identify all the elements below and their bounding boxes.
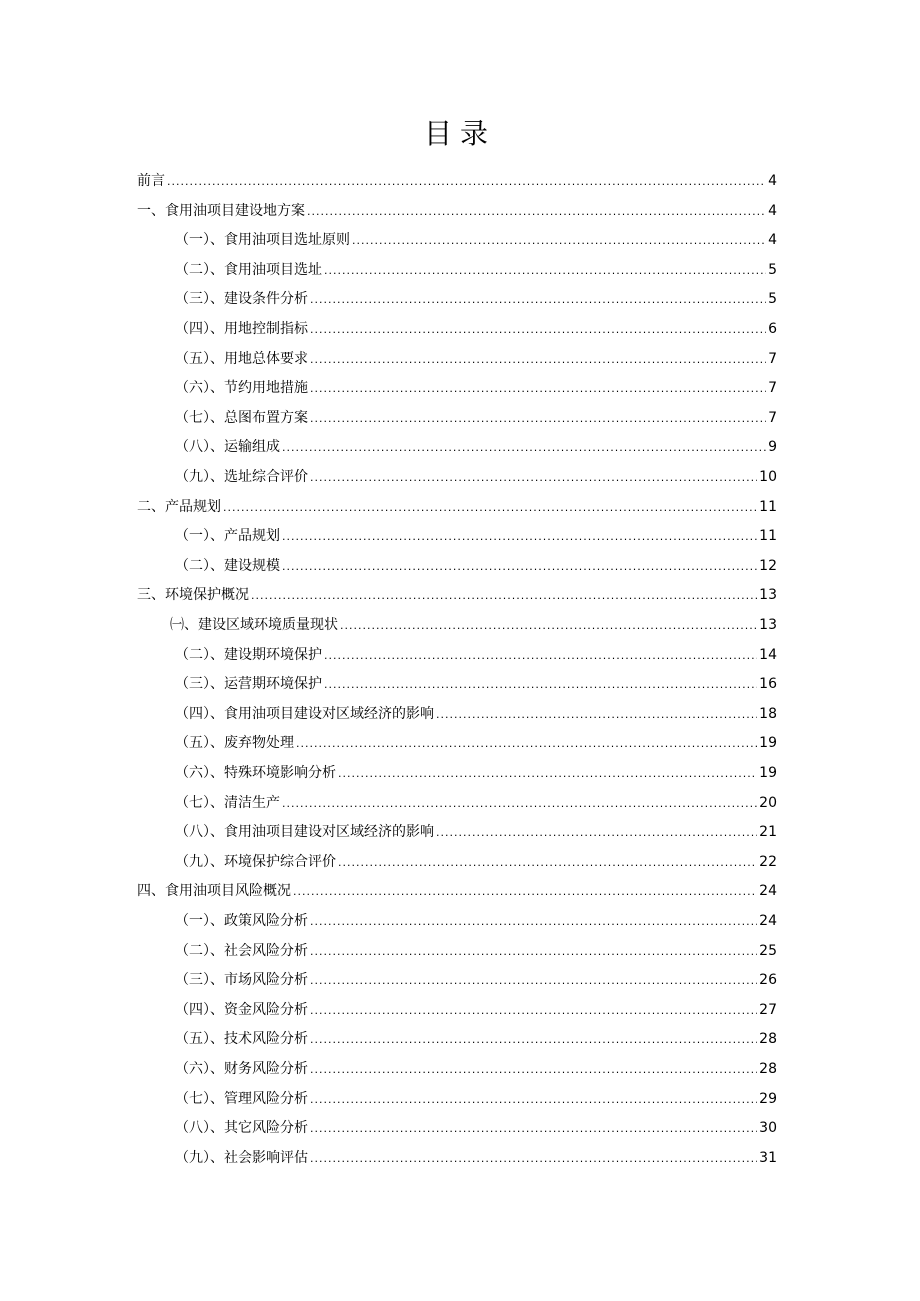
- toc-entry[interactable]: [175, 404, 777, 428]
- toc-leader-dots: [436, 824, 757, 842]
- toc-entry[interactable]: [175, 818, 777, 842]
- toc-leader-dots: [282, 439, 766, 457]
- toc-leader-dots: [293, 883, 757, 901]
- toc-entry-page-number: 14: [759, 646, 777, 663]
- toc-entry-page-number: 7: [768, 380, 777, 397]
- toc-leader-dots: [338, 765, 757, 783]
- toc-entry-label: （八）、食用油项目建设对区域经济的影响: [175, 824, 434, 841]
- toc-entry-label: （二）、社会风险分析: [175, 942, 308, 959]
- toc-entry[interactable]: [175, 433, 777, 457]
- toc-leader-dots: [310, 469, 757, 487]
- toc-entry-label: 二、产品规划: [137, 498, 221, 515]
- toc-leader-dots: [282, 558, 757, 576]
- toc-entry[interactable]: [175, 345, 777, 369]
- toc-entry-label: （五）、废弃物处理: [175, 735, 294, 752]
- toc-leader-dots: [352, 232, 766, 250]
- toc-leader-dots: [282, 528, 757, 546]
- toc-entry-label: （九）、社会影响评估: [175, 1149, 308, 1166]
- toc-entry-page-number: 5: [768, 291, 777, 308]
- toc-entry-page-number: 5: [768, 261, 777, 278]
- toc-entry-page-number: 6: [768, 321, 777, 337]
- toc-entry-label: （七）、管理风险分析: [175, 1090, 308, 1107]
- toc-entry-page-number: 12: [759, 557, 777, 574]
- toc-entry-page-number: 24: [759, 883, 777, 900]
- toc-leader-dots: [282, 795, 757, 813]
- toc-leader-dots: [310, 1150, 757, 1168]
- toc-entry-page-number: 7: [768, 350, 777, 367]
- toc-entry-label: （一）、产品规划: [175, 528, 280, 545]
- toc-entry-label: （六）、节约用地措施: [175, 380, 308, 397]
- toc-leader-dots: [310, 1091, 757, 1109]
- toc-entry-page-number: 13: [759, 617, 777, 633]
- toc-leader-dots: [310, 1120, 757, 1138]
- toc-entry-label: 三、环境保护概况: [137, 587, 249, 604]
- toc-leader-dots: [338, 854, 757, 872]
- toc-entry-page-number: 16: [759, 676, 777, 693]
- toc-entry-page-number: 9: [768, 439, 777, 456]
- toc-entry-page-number: 31: [759, 1149, 777, 1166]
- toc-entry[interactable]: [137, 493, 777, 517]
- toc-entry-page-number: 4: [768, 202, 777, 219]
- toc-entry-label: （六）、财务风险分析: [175, 1061, 308, 1077]
- toc-entry[interactable]: [175, 463, 777, 487]
- toc-entry-label: （七）、总图布置方案: [175, 409, 308, 426]
- toc-entry[interactable]: [175, 966, 777, 990]
- toc-entry-label: 四、食用油项目风险概况: [137, 883, 291, 900]
- toc-entry-page-number: 19: [759, 765, 777, 781]
- toc-entry-page-number: 25: [759, 942, 777, 959]
- toc-entry[interactable]: [175, 285, 777, 309]
- toc-entry-page-number: 20: [759, 794, 777, 811]
- toc-entry[interactable]: [175, 1025, 777, 1049]
- toc-entry[interactable]: [175, 1085, 777, 1109]
- toc-entry-page-number: 22: [759, 853, 777, 870]
- toc-leader-dots: [324, 676, 757, 694]
- toc-entry-page-number: 7: [768, 409, 777, 426]
- toc-leader-dots: [310, 1031, 757, 1049]
- toc-entry-page-number: 19: [759, 735, 777, 752]
- toc-entry-label: （八）、运输组成: [175, 439, 280, 456]
- toc-entry[interactable]: [175, 996, 777, 1020]
- toc-entry-page-number: 27: [759, 1001, 777, 1018]
- toc-leader-dots: [307, 203, 766, 221]
- toc-entry[interactable]: [175, 937, 777, 961]
- toc-leader-dots: [340, 617, 757, 635]
- toc-leader-dots: [324, 647, 757, 665]
- document-title: 目录: [423, 117, 496, 150]
- toc-entry-page-number: 18: [759, 705, 777, 722]
- toc-entry-page-number: 26: [759, 972, 777, 989]
- toc-entry[interactable]: [170, 611, 777, 635]
- toc-entry-label: （四）、食用油项目建设对区域经济的影响: [175, 705, 434, 722]
- toc-leader-dots: [310, 913, 757, 931]
- toc-entry-label: （九）、环境保护综合评价: [175, 853, 336, 870]
- toc-entry-label: （三）、运营期环境保护: [175, 676, 322, 693]
- toc-entry[interactable]: [175, 226, 777, 250]
- toc-entry[interactable]: [175, 1144, 777, 1168]
- toc-entry[interactable]: [175, 315, 777, 339]
- toc-entry[interactable]: [175, 1055, 777, 1079]
- toc-entry[interactable]: [175, 848, 777, 872]
- toc-leader-dots: [310, 410, 766, 428]
- toc-entry[interactable]: [175, 789, 777, 813]
- toc-leader-dots: [310, 943, 757, 961]
- toc-entry-page-number: 30: [759, 1120, 777, 1137]
- toc-entry[interactable]: [175, 522, 777, 546]
- toc-leader-dots: [310, 351, 766, 369]
- toc-leader-dots: [310, 380, 766, 398]
- toc-leader-dots: [223, 499, 757, 517]
- toc-entry-page-number: 4: [768, 173, 777, 189]
- toc-entry-label: （二）、食用油项目选址: [175, 261, 322, 278]
- toc-entry-label: （三）、市场风险分析: [175, 972, 308, 989]
- toc-entry[interactable]: [175, 1114, 777, 1138]
- toc-entry-label: （四）、用地控制指标: [175, 321, 308, 337]
- toc-entry[interactable]: [175, 256, 777, 280]
- toc-entry-page-number: 11: [759, 498, 777, 515]
- toc-entry-page-number: 28: [759, 1061, 777, 1077]
- toc-entry-page-number: 13: [759, 587, 777, 604]
- toc-entry-label: （一）、食用油项目选址原则: [175, 232, 350, 249]
- toc-entry-label: （八）、其它风险分析: [175, 1120, 308, 1137]
- toc-entry[interactable]: [137, 197, 777, 221]
- toc-entry[interactable]: [137, 581, 777, 605]
- toc-entry[interactable]: [175, 552, 777, 576]
- toc-entry-page-number: 4: [768, 232, 777, 249]
- toc-entry-label: （一）、政策风险分析: [175, 913, 308, 929]
- toc-entry-label: （二）、建设期环境保护: [175, 646, 322, 663]
- toc-entry-page-number: 21: [759, 824, 777, 841]
- toc-entry[interactable]: [175, 759, 777, 783]
- toc-entry-label: ㈠、建设区域环境质量现状: [170, 617, 338, 633]
- toc-entry-label: （五）、技术风险分析: [175, 1031, 308, 1048]
- toc-entry-label: 前言: [137, 173, 165, 189]
- toc-entry[interactable]: [175, 641, 777, 665]
- toc-entry[interactable]: [175, 729, 777, 753]
- toc-entry[interactable]: [175, 670, 777, 694]
- toc-entry[interactable]: [137, 167, 777, 191]
- toc-entry-label: （九）、选址综合评价: [175, 469, 308, 485]
- toc-leader-dots: [324, 262, 766, 280]
- toc-leader-dots: [310, 321, 766, 339]
- toc-entry-label: （六）、特殊环境影响分析: [175, 765, 336, 781]
- toc-entry-label: （二）、建设规模: [175, 557, 280, 574]
- toc-entry-label: （三）、建设条件分析: [175, 291, 308, 308]
- toc-entry-label: 一、食用油项目建设地方案: [137, 202, 305, 219]
- toc-leader-dots: [167, 173, 766, 191]
- toc-entry-page-number: 11: [759, 528, 777, 545]
- toc-leader-dots: [436, 706, 757, 724]
- toc-entry-label: （五）、用地总体要求: [175, 350, 308, 367]
- toc-entry-page-number: 10: [759, 469, 777, 485]
- toc-entry[interactable]: [175, 374, 777, 398]
- toc-entry[interactable]: [137, 877, 777, 901]
- toc-leader-dots: [296, 735, 757, 753]
- toc-entry[interactable]: [175, 700, 777, 724]
- toc-leader-dots: [310, 1061, 757, 1079]
- toc-entry-page-number: 28: [759, 1031, 777, 1048]
- toc-entry-label: （四）、资金风险分析: [175, 1001, 308, 1018]
- toc-entry[interactable]: [175, 907, 777, 931]
- toc-entry-page-number: 29: [759, 1090, 777, 1107]
- toc-entry-label: （七）、清洁生产: [175, 794, 280, 811]
- toc-leader-dots: [310, 291, 766, 309]
- toc-entry-page-number: 24: [759, 913, 777, 929]
- toc-leader-dots: [310, 1002, 757, 1020]
- toc-leader-dots: [310, 972, 757, 990]
- toc-leader-dots: [251, 587, 757, 605]
